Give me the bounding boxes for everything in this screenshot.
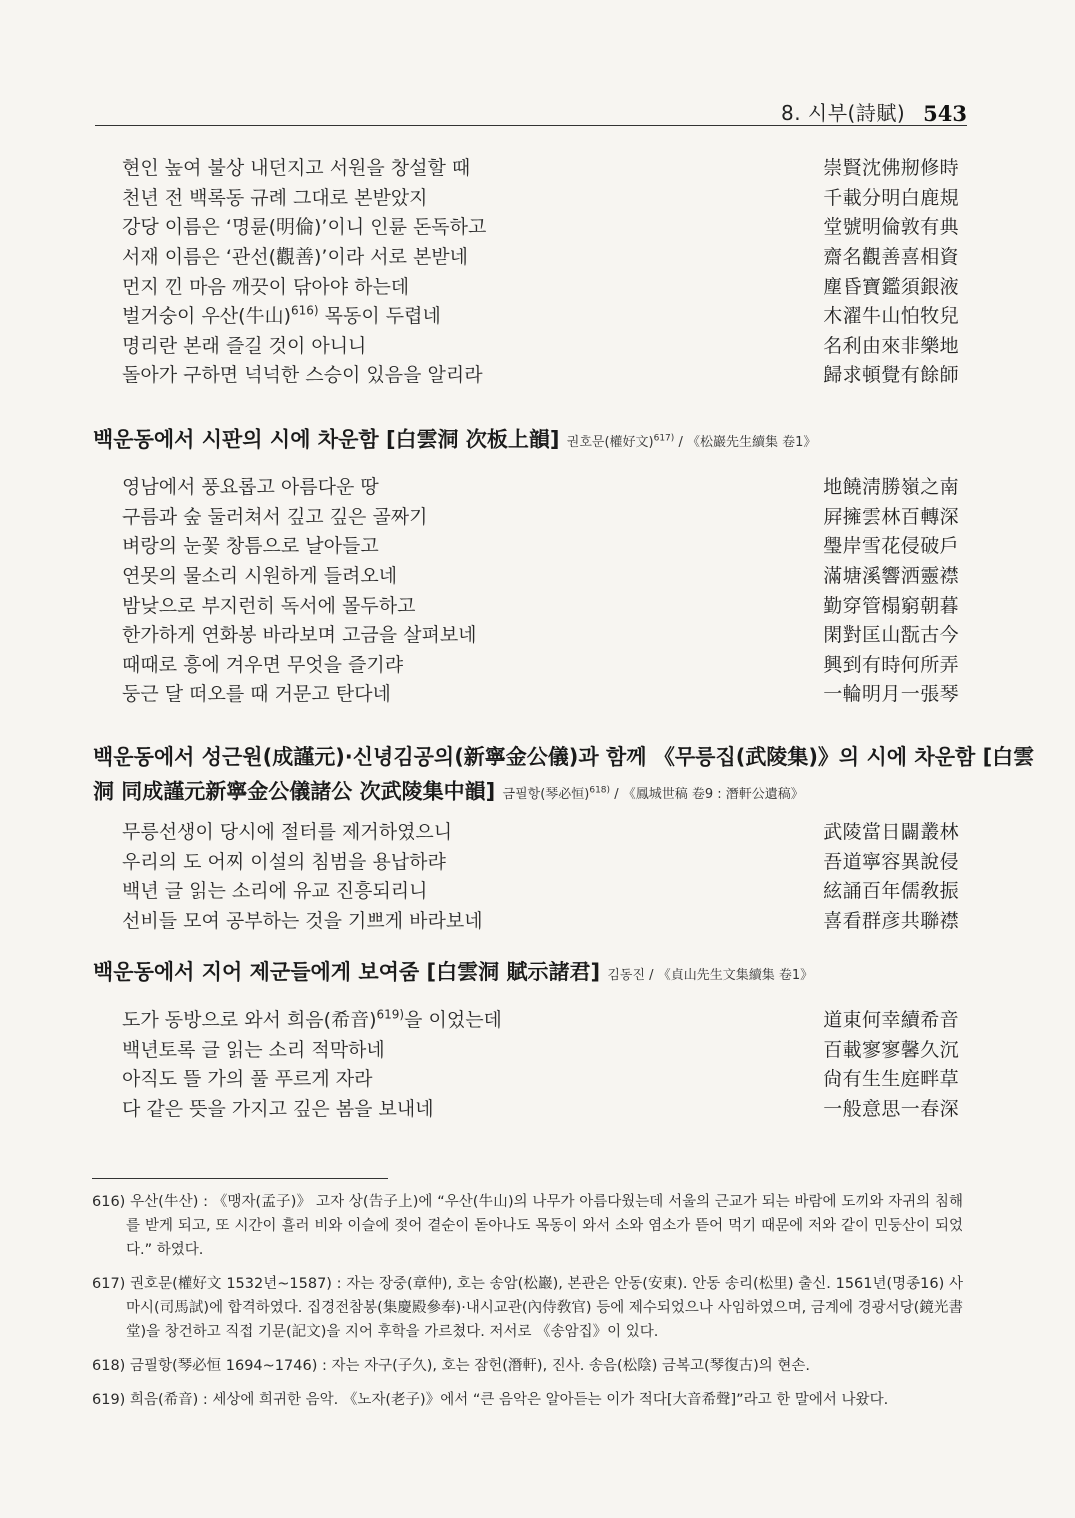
footnote-number: 619) xyxy=(92,1392,126,1408)
hanja-text: 名利由來非樂地 xyxy=(823,334,959,357)
korean-text: 연못의 물소리 시원하게 들려오네 xyxy=(122,565,398,588)
hanja-text: 歸求頓覺有餘師 xyxy=(823,364,959,387)
poem-line xyxy=(122,1093,959,1123)
korean-text: 한가하게 연화봉 바라보며 고금을 살펴보네 xyxy=(122,624,477,647)
korean-text: 밤낮으로 부지런히 독서에 몰두하고 xyxy=(122,594,416,617)
hanja-text: 勤穿管榻窮朝暮 xyxy=(823,594,959,617)
poem-line xyxy=(122,300,959,330)
heading-title-line2: 洞 同成謹元新寧金公儀諸公 次武陵集中韻] xyxy=(93,779,496,804)
hanja-text: 塵昏寶鑑須銀液 xyxy=(823,275,959,298)
hanja-text: 尙有生生庭畔草 xyxy=(823,1068,959,1091)
section-heading xyxy=(93,955,963,993)
poem-line xyxy=(122,875,959,905)
footnote-ref-617: 617) xyxy=(653,434,675,444)
footnote-ref-619: 619) xyxy=(376,1007,405,1022)
header-rule xyxy=(95,125,967,126)
poem-line xyxy=(122,182,959,212)
footnote-text: 희음(希音) : 세상에 희귀한 음악. 《노자(老子)》에서 “큰 음악은 알아듣는 이가 적다[大音希聲]”라고 한 말에서 나왔다. xyxy=(129,1392,889,1408)
heading-source xyxy=(567,435,817,450)
hanja-text: 崇賢沈佛剏修時 xyxy=(823,157,959,180)
hanja-text: 千載分明白鹿規 xyxy=(823,186,959,209)
poem-line xyxy=(122,846,959,876)
poem-line xyxy=(122,471,959,501)
footnote-ref-618: 618) xyxy=(589,786,611,796)
poem-line xyxy=(122,649,959,679)
poem-line xyxy=(122,589,959,619)
korean-text xyxy=(122,1005,502,1032)
footnote-text: 권호문(權好文 1532년~1587) : 자는 장중(章仲), 호는 송암(松巖), 본관은 안동(安東). 안동 송리(松里) 출신. 1561년(명종16) 사마시(司馬試)에 합격하였다. 집경전참봉(集慶殿參奉)·내시교관(內侍敎官) 등에 제수되었으나 사임하였으며, 금계에 경광서당(鏡光書堂)을 창건하고 직접 기문(記文)을 지어 후학을 가르쳤다. 저서로 《송암집》이 있다. xyxy=(126,1276,964,1340)
running-header xyxy=(90,96,967,126)
poem-line xyxy=(122,359,959,389)
korean-text: 천년 전 백록동 규례 그대로 본받았지 xyxy=(122,186,428,209)
korean-text-part: 목동이 두렵네 xyxy=(318,305,441,328)
poem-2 xyxy=(122,471,959,708)
korean-text-part: 도가 동방으로 와서 희음(希音) xyxy=(122,1009,377,1032)
footnote-number: 616) xyxy=(92,1194,126,1210)
korean-text: 백년 글 읽는 소리에 유교 진흥되리니 xyxy=(122,880,428,903)
heading-title-line1: 백운동에서 성근원(成謹元)·신녕김공의(新寧金公儀)과 함께 《무릉집(武陵集)》의 시에 차운함 [白雲 xyxy=(93,745,1035,769)
author: 김동진 xyxy=(607,968,646,983)
korean-text: 우리의 도 어찌 이설의 침범을 용납하랴 xyxy=(122,850,446,873)
poem-line xyxy=(122,619,959,649)
hanja-text: 絃誦百年儒敎振 xyxy=(823,880,959,903)
korean-text: 구름과 숲 둘러쳐서 깊고 깊은 골짜기 xyxy=(122,505,428,528)
poem-4 xyxy=(122,1004,959,1122)
poem-line xyxy=(122,270,959,300)
hanja-text: 武陵當日闢叢林 xyxy=(823,821,959,844)
footnote-617 xyxy=(92,1272,963,1344)
korean-text: 강당 이름은 ‘명륜(明倫)’이니 인륜 돈독하고 xyxy=(122,216,487,239)
poem-line xyxy=(122,330,959,360)
heading-title: 백운동에서 지어 제군들에게 보여줌 [白雲洞 賦示諸君] xyxy=(93,960,601,984)
poem-line xyxy=(122,816,959,846)
poem-line xyxy=(122,905,959,935)
hanja-text: 木濯牛山怕牧兒 xyxy=(823,305,959,328)
footnote-rule xyxy=(92,1178,388,1179)
korean-text: 명리란 본래 즐길 것이 아니니 xyxy=(122,334,367,357)
korean-text: 때때로 흥에 겨우면 무엇을 즐기랴 xyxy=(122,653,404,676)
hanja-text: 璺岸雪花侵破戶 xyxy=(823,535,959,558)
korean-text: 무릉선생이 당시에 절터를 제거하였으니 xyxy=(122,821,453,844)
hanja-text: 興到有時何所弄 xyxy=(823,653,959,676)
footnote-ref-616: 616) xyxy=(291,303,319,318)
korean-text: 다 같은 뜻을 가지고 깊은 봄을 보내네 xyxy=(122,1098,434,1121)
korean-text: 벼랑의 눈꽃 창틈으로 날아들고 xyxy=(122,535,379,558)
source-book: / 《鳳城世稿 卷9 : 潛軒公遺稿》 xyxy=(610,787,804,803)
hanja-text: 喜看群彦共聯襟 xyxy=(823,910,959,933)
chapter-title: 8. 시부(詩賦) xyxy=(780,101,906,125)
source-book: / 《貞山先生文集續集 卷1》 xyxy=(645,968,814,983)
page-number: 543 xyxy=(923,101,967,126)
korean-text: 둥근 달 떠오를 때 거문고 탄다네 xyxy=(122,683,391,706)
author: 권호문(權好文) xyxy=(566,435,654,451)
korean-text-part: 벌거숭이 우산(牛山) xyxy=(122,305,291,328)
hanja-text: 閑對匡山翫古今 xyxy=(823,624,959,647)
hanja-text: 道東何幸續希音 xyxy=(823,1009,959,1032)
heading-source xyxy=(503,787,804,802)
heading-title: 백운동에서 시판의 시에 차운함 [白雲洞 次板上韻] xyxy=(93,427,560,452)
poem-line xyxy=(122,152,959,182)
section-heading xyxy=(93,422,963,460)
heading-title-line2-wrap xyxy=(93,774,963,812)
korean-text: 먼지 낀 마음 깨끗이 닦아야 하는데 xyxy=(122,275,410,298)
korean-text: 현인 높여 불상 내던지고 서원을 창설할 때 xyxy=(122,157,471,180)
poem-line xyxy=(122,1034,959,1064)
korean-text: 선비들 모여 공부하는 것을 기쁘게 바라보네 xyxy=(122,910,483,933)
poem-line xyxy=(122,530,959,560)
korean-text-part: 을 이었는데 xyxy=(404,1009,502,1032)
footnote-618 xyxy=(92,1354,963,1378)
poem-line xyxy=(122,1004,959,1034)
hanja-text: 一般意思一春深 xyxy=(823,1098,959,1121)
poem-3 xyxy=(122,816,959,934)
hanja-text: 屛擁雲林百轉深 xyxy=(823,505,959,528)
hanja-text: 堂號明倫敦有典 xyxy=(823,216,959,239)
hanja-text: 滿塘溪響洒靈襟 xyxy=(823,565,959,588)
footnote-number: 618) xyxy=(92,1358,126,1374)
poem-line xyxy=(122,560,959,590)
footnote-number: 617) xyxy=(92,1276,126,1292)
footnote-619 xyxy=(92,1388,963,1412)
hanja-text: 吾道寧容異說侵 xyxy=(823,850,959,873)
poem-line xyxy=(122,1063,959,1093)
footnote-text: 금필항(琴必恒 1694~1746) : 자는 자구(子久), 호는 잠헌(潛軒), 진사. 송음(松陰) 금복고(琴復古)의 현손. xyxy=(129,1358,811,1374)
heading-source xyxy=(607,968,813,983)
korean-text: 영남에서 풍요롭고 아름다운 땅 xyxy=(122,476,379,499)
poem-1 xyxy=(122,152,959,389)
hanja-text: 齋名觀善喜相資 xyxy=(823,246,959,269)
korean-text: 돌아가 구하면 넉넉한 스승이 있음을 알리라 xyxy=(122,364,483,387)
poem-line xyxy=(122,678,959,708)
footnote-616 xyxy=(92,1190,963,1262)
hanja-text: 地饒淸勝嶺之南 xyxy=(823,476,959,499)
korean-text: 아직도 뜰 가의 풀 푸르게 자라 xyxy=(122,1068,373,1091)
source-book: / 《松巖先生續集 卷1》 xyxy=(674,435,817,451)
poem-line xyxy=(122,211,959,241)
hanja-text: 一輪明月一張琴 xyxy=(823,683,959,706)
section-heading xyxy=(93,740,1035,812)
poem-line xyxy=(122,241,959,271)
hanja-text: 百載寥寥馨久沉 xyxy=(823,1038,959,1061)
korean-text: 서재 이름은 ‘관선(觀善)’이라 서로 본받네 xyxy=(122,246,469,269)
author: 금필항(琴必恒) xyxy=(502,787,590,803)
poem-line xyxy=(122,501,959,531)
footnote-text: 우산(牛산) : 《맹자(孟子)》 고자 상(告子上)에 “우산(牛山)의 나무가 아름다웠는데 서울의 근교가 되는 바람에 도끼와 자귀의 침해를 받게 되고, 또 시간이 흘러 비와 이슬에 젖어 곁순이 돋아나도 목동이 와서 소와 염소가 뜯어 먹기 때문에 저와 같이 민둥산이 되었다.” 하였다. xyxy=(126,1194,963,1258)
korean-text xyxy=(122,301,441,328)
korean-text: 백년토록 글 읽는 소리 적막하네 xyxy=(122,1038,385,1061)
